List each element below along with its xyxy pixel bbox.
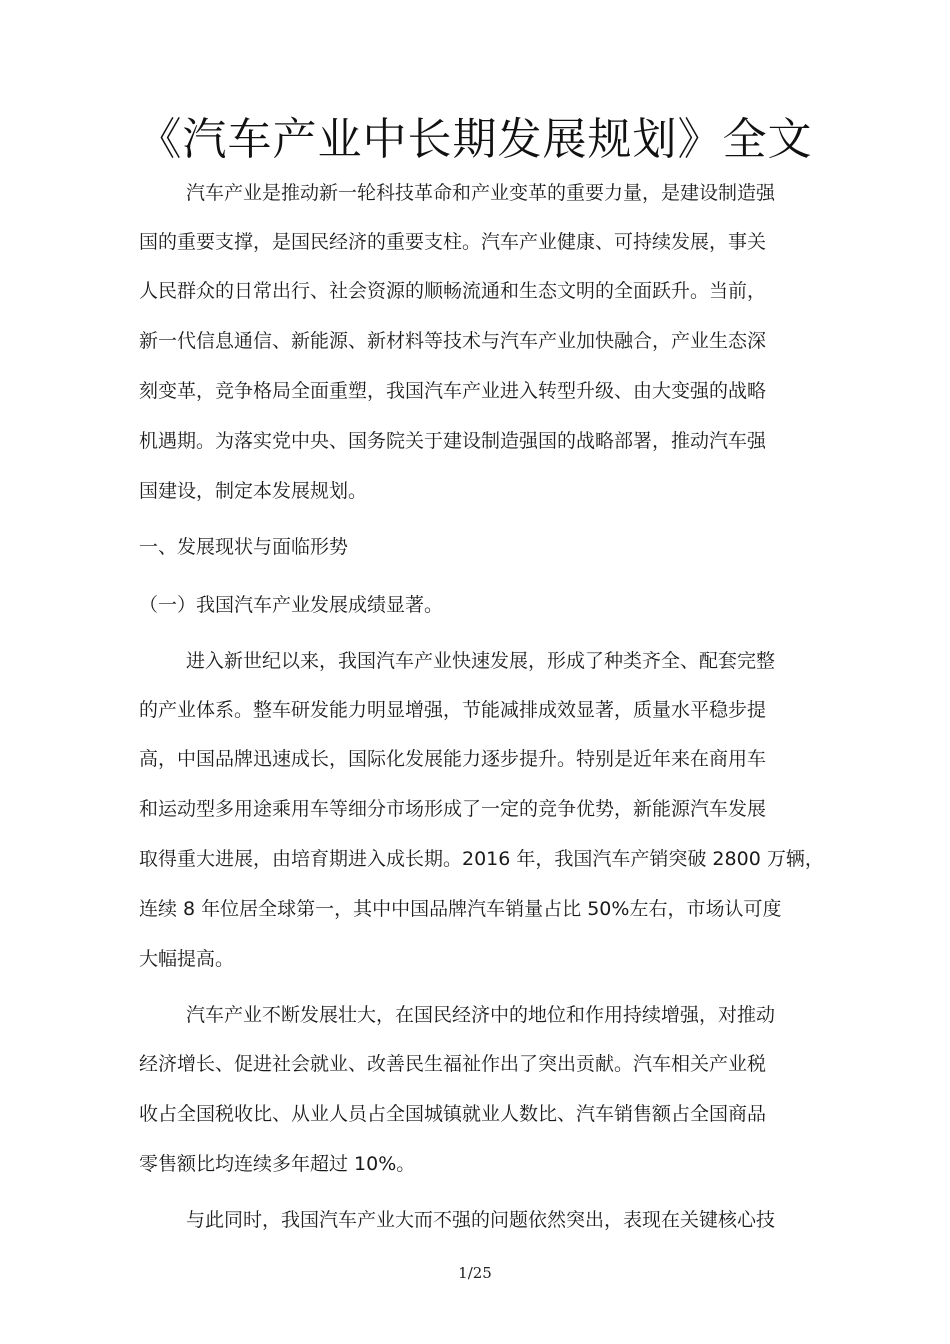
paragraph-line: 人民群众的日常出行、社会资源的顺畅流通和生态文明的全面跃升。当前， bbox=[139, 280, 767, 302]
paragraph-line: 国的重要支撑，是国民经济的重要支柱。汽车产业健康、可持续发展，事关 bbox=[139, 231, 767, 253]
paragraph-line: 汽车产业不断发展壮大，在国民经济中的地位和作用持续增强，对推动 bbox=[186, 1004, 776, 1026]
paragraph-line: 新一代信息通信、新能源、新材料等技术与汽车产业加快融合，产业生态深 bbox=[139, 330, 767, 352]
paragraph-line: 的产业体系。整车研发能力明显增强，节能减排成效显著，质量水平稳步提 bbox=[139, 699, 767, 721]
paragraph-line: 和运动型多用途乘用车等细分市场形成了一定的竞争优势，新能源汽车发展 bbox=[139, 798, 767, 820]
paragraph-line: 零售额比均连续多年超过 10%。 bbox=[139, 1153, 416, 1175]
paragraph-line: 与此同时，我国汽车产业大而不强的问题依然突出，表现在关键核心技 bbox=[186, 1209, 776, 1231]
paragraph-line: 大幅提高。 bbox=[139, 948, 235, 970]
paragraph-line: 进入新世纪以来，我国汽车产业快速发展，形成了种类齐全、配套完整 bbox=[186, 650, 776, 672]
paragraph-line: 收占全国税收比、从业人员占全国城镇就业人数比、汽车销售额占全国商品 bbox=[139, 1103, 767, 1125]
paragraph-line: 汽车产业是推动新一轮科技革命和产业变革的重要力量，是建设制造强 bbox=[186, 182, 776, 204]
paragraph-line: 刻变革，竞争格局全面重塑，我国汽车产业进入转型升级、由大变强的战略 bbox=[139, 380, 767, 402]
paragraph-line: 高，中国品牌迅速成长，国际化发展能力逐步提升。特别是近年来在商用车 bbox=[139, 748, 767, 770]
document-title: 《汽车产业中长期发展规划》全文 bbox=[137, 114, 813, 165]
page-number: 1/25 bbox=[458, 1264, 492, 1282]
section-heading: 一、发展现状与面临形势 bbox=[139, 536, 349, 558]
paragraph-line: 机遇期。为落实党中央、国务院关于建设制造强国的战略部署，推动汽车强 bbox=[139, 430, 767, 452]
paragraph-line: 国建设，制定本发展规划。 bbox=[139, 480, 368, 502]
paragraph-line: 取得重大进展，由培育期进入成长期。2016 年，我国汽车产销突破 2800 万辆， bbox=[139, 848, 824, 870]
paragraph-line: 连续 8 年位居全球第一，其中中国品牌汽车销量占比 50%左右，市场认可度 bbox=[139, 898, 782, 920]
subsection-heading: （一）我国汽车产业发展成绩显著。 bbox=[139, 594, 444, 616]
paragraph-line: 经济增长、促进社会就业、改善民生福祉作出了突出贡献。汽车相关产业税 bbox=[139, 1053, 767, 1075]
